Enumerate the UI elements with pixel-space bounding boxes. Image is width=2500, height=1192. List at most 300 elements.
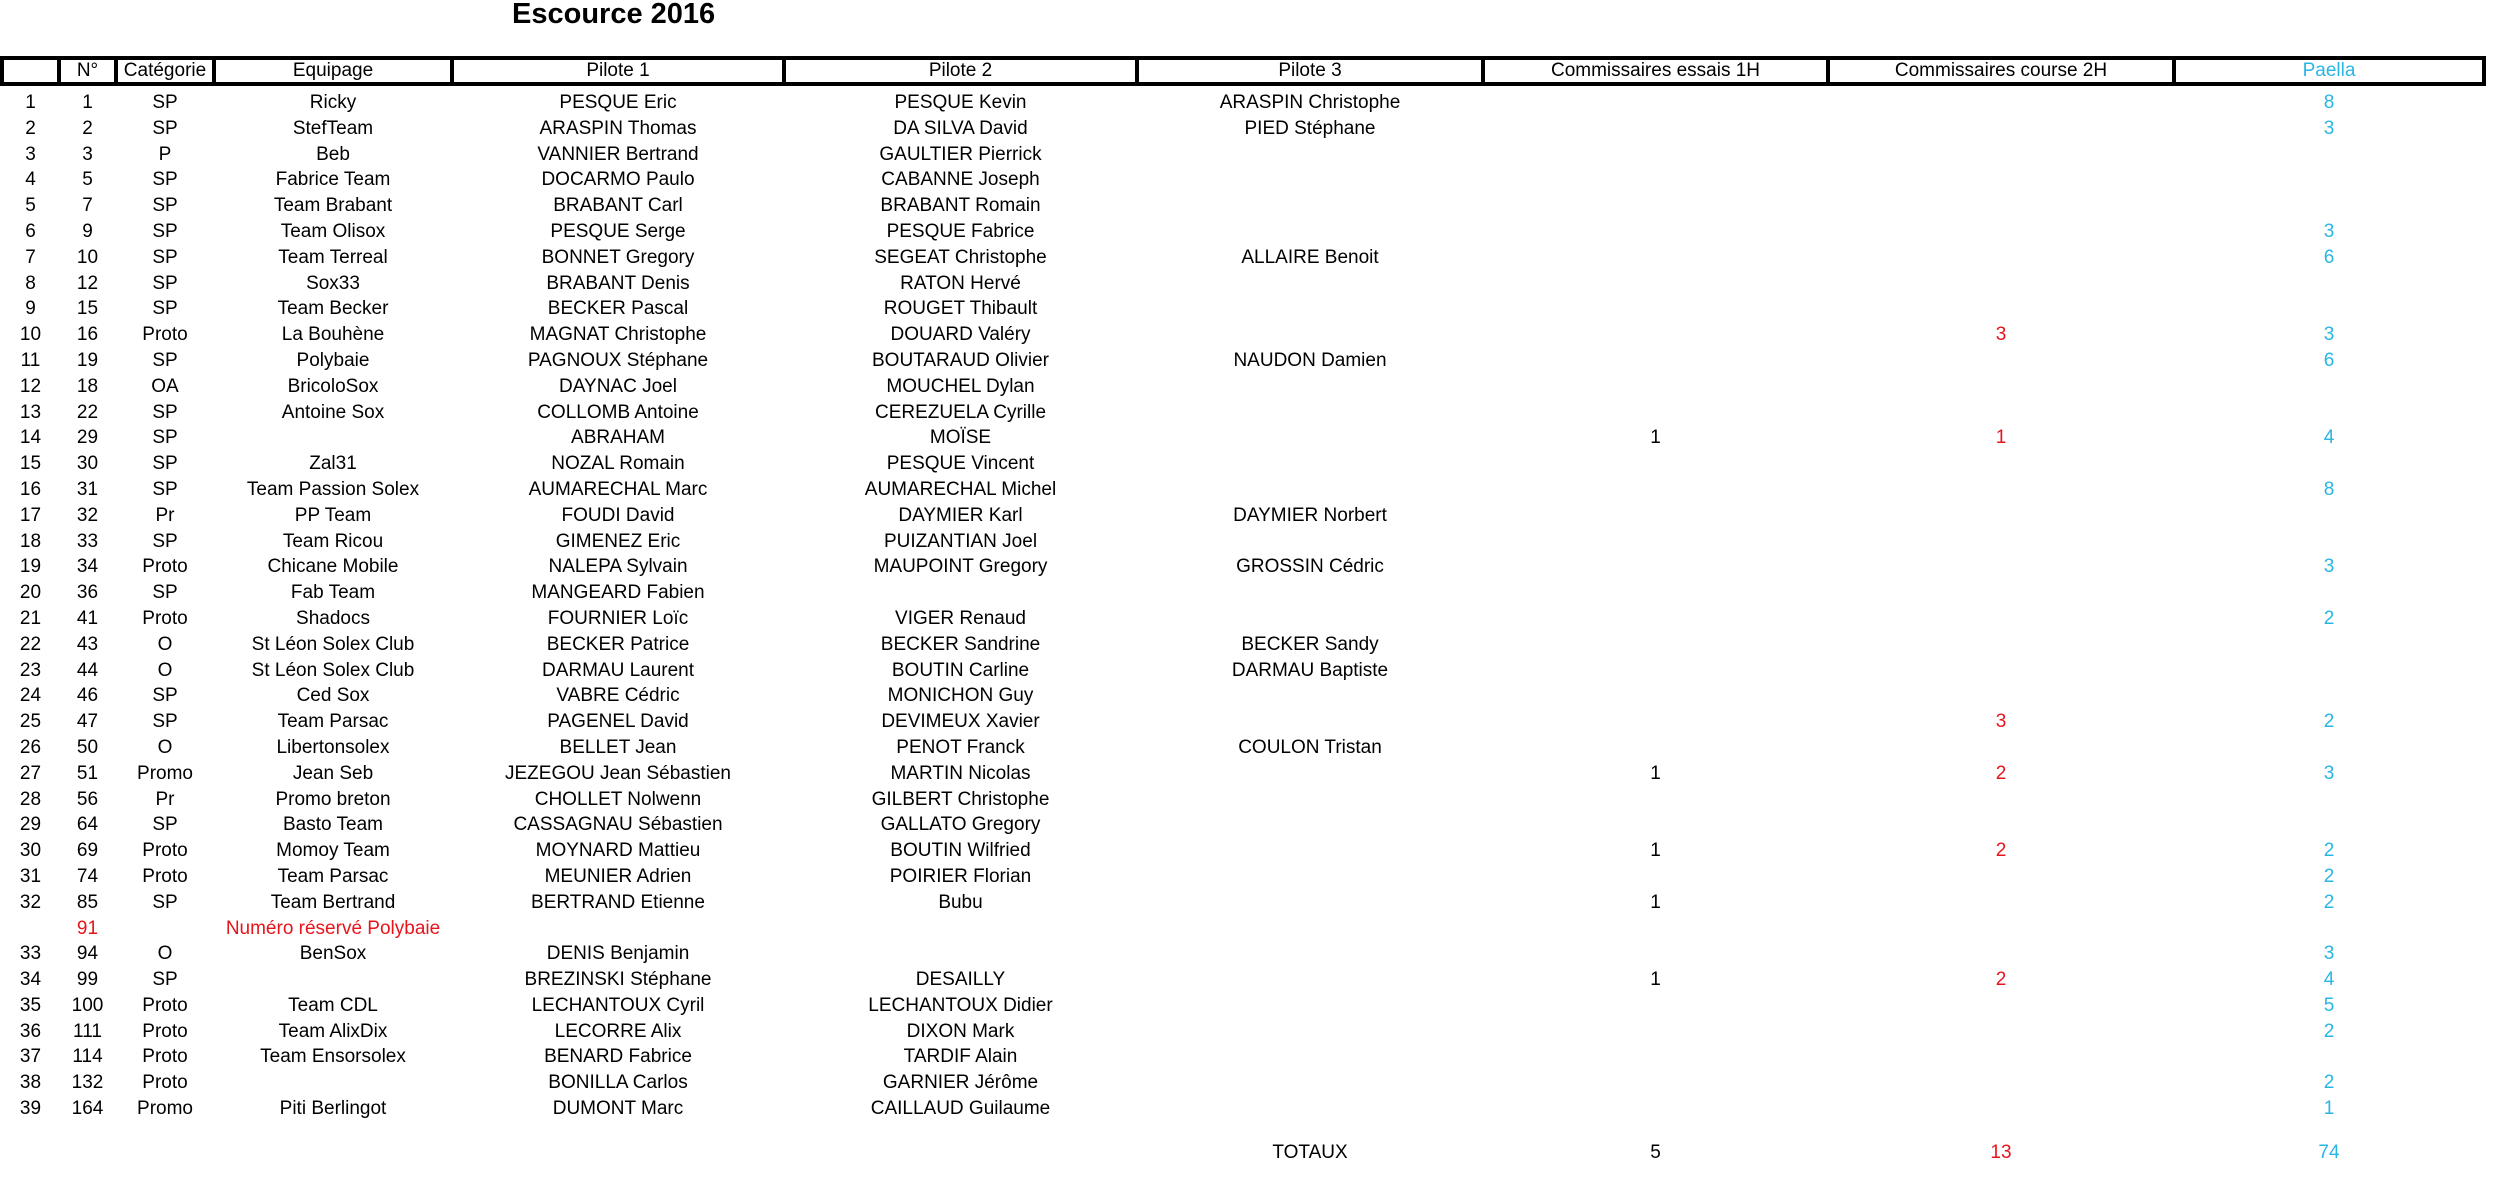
- cell-pilot-3: [1137, 219, 1483, 245]
- cell-marshals-race: 2: [1995, 969, 2007, 991]
- cell-number: 10: [76, 246, 99, 268]
- cell-team: Zal31: [309, 453, 357, 475]
- header-pilot-2: Pilote 2: [784, 58, 1137, 84]
- table-row: [2, 812, 2484, 838]
- cell-marshals-practice: [1483, 1096, 1828, 1122]
- cell-pilot-2: AUMARECHAL Michel: [864, 478, 1057, 500]
- cell-marshals-race: [1828, 916, 2174, 942]
- cell-team: Team Olisox: [280, 220, 386, 242]
- cell-paella: 4: [2323, 969, 2335, 991]
- row-index: 6: [25, 220, 36, 242]
- cell-pilot-2: BRABANT Romain: [880, 195, 1041, 217]
- cell-pilot-2: PESQUE Kevin: [894, 92, 1027, 113]
- cell-marshals-practice: [1483, 787, 1828, 813]
- cell-pilot-2: BOUTARAUD Olivier: [872, 349, 1049, 371]
- cell-team: Ricky: [309, 92, 357, 113]
- cell-category: Proto: [142, 607, 188, 629]
- cell-pilot-2: CABANNE Joseph: [881, 169, 1040, 191]
- table-body: [2, 84, 2484, 1122]
- row-index: 9: [25, 298, 36, 320]
- cell-category: O: [157, 943, 173, 965]
- header-team: Equipage: [214, 58, 452, 84]
- cell-team: Team Passion Solex: [246, 478, 420, 500]
- cell-category: [116, 916, 214, 942]
- cell-paella: 8: [2323, 478, 2335, 500]
- table-row: [2, 838, 2484, 864]
- cell-pilot-2: CEREZUELA Cyrille: [874, 401, 1047, 423]
- cell-number: 94: [76, 943, 99, 965]
- cell-marshals-practice: [1483, 503, 1828, 529]
- cell-number: 33: [76, 530, 99, 552]
- cell-pilot-1: PESQUE Eric: [559, 92, 677, 113]
- cell-pilot-2: PESQUE Vincent: [886, 453, 1035, 475]
- cell-paella: [2174, 193, 2484, 219]
- cell-pilot-1: ABRAHAM: [571, 427, 665, 449]
- cell-marshals-practice: [1483, 322, 1828, 348]
- cell-pilot-3: [1137, 993, 1483, 1019]
- cell-category: SP: [152, 220, 178, 242]
- cell-pilot-1: [452, 916, 784, 942]
- cell-pilot-1: JEZEGOU Jean Sébastien: [505, 762, 731, 784]
- row-index: [2, 916, 59, 942]
- row-index: 31: [19, 865, 42, 887]
- row-index: 20: [19, 582, 42, 604]
- cell-team: Team Ricou: [282, 530, 384, 552]
- header-number: N°: [59, 58, 116, 84]
- cell-marshals-practice: [1483, 1070, 1828, 1096]
- cell-marshals-race: [1828, 890, 2174, 916]
- cell-pilot-3: ARASPIN Christophe: [1219, 92, 1401, 113]
- cell-pilot-1: AUMARECHAL Marc: [528, 478, 708, 500]
- cell-category: SP: [152, 685, 178, 707]
- cell-paella: [2174, 374, 2484, 400]
- cell-number: 41: [76, 607, 99, 629]
- cell-pilot-3: [1137, 271, 1483, 297]
- cell-marshals-practice: [1483, 683, 1828, 709]
- row-index: 15: [19, 453, 42, 475]
- header-paella: Paella: [2174, 58, 2484, 84]
- registration-table: [0, 56, 2486, 1166]
- cell-number: 32: [76, 504, 99, 526]
- cell-team: Team Parsac: [277, 711, 389, 733]
- table-row: [2, 167, 2484, 193]
- table-row: [2, 400, 2484, 426]
- totals-label: TOTAUX: [1272, 1142, 1348, 1164]
- cell-team: [214, 425, 452, 451]
- cell-paella: [2174, 167, 2484, 193]
- cell-marshals-race: [1828, 993, 2174, 1019]
- cell-pilot-3: [1137, 374, 1483, 400]
- cell-marshals-practice: [1483, 296, 1828, 322]
- cell-category: Proto: [142, 865, 188, 887]
- table-row: [2, 116, 2484, 142]
- cell-paella: 2: [2323, 711, 2335, 733]
- cell-pilot-2: Bubu: [938, 891, 983, 913]
- cell-pilot-1: NOZAL Romain: [551, 453, 685, 475]
- cell-pilot-3: [1137, 451, 1483, 477]
- cell-team: Team Parsac: [277, 865, 389, 887]
- cell-pilot-2: CAILLAUD Guilaume: [870, 1098, 1051, 1120]
- cell-number: 36: [76, 582, 99, 604]
- cell-pilot-3: [1137, 1096, 1483, 1122]
- cell-team: [214, 1070, 452, 1096]
- cell-pilot-3: [1137, 296, 1483, 322]
- totals-paella: 74: [2318, 1142, 2340, 1164]
- cell-number: 1: [82, 92, 93, 113]
- cell-paella: [2174, 296, 2484, 322]
- cell-paella: 3: [2323, 556, 2335, 578]
- row-index: 8: [25, 272, 36, 294]
- cell-number: 64: [76, 814, 99, 836]
- cell-team: Piti Berlingot: [279, 1098, 387, 1120]
- cell-team: St Léon Solex Club: [251, 659, 415, 681]
- cell-pilot-3: [1137, 709, 1483, 735]
- cell-number: 132: [71, 1072, 104, 1094]
- cell-category: SP: [152, 349, 178, 371]
- cell-pilot-2: PENOT Franck: [896, 736, 1025, 758]
- table-row: [2, 245, 2484, 271]
- cell-pilot-1: MEUNIER Adrien: [544, 865, 692, 887]
- row-index: 17: [19, 504, 42, 526]
- cell-pilot-3: [1137, 967, 1483, 993]
- cell-category: O: [157, 633, 173, 655]
- cell-number: 29: [76, 427, 99, 449]
- cell-category: SP: [152, 711, 178, 733]
- cell-pilot-1: MOYNARD Mattieu: [535, 840, 701, 862]
- cell-marshals-race: [1828, 735, 2174, 761]
- cell-marshals-race: [1828, 167, 2174, 193]
- cell-pilot-3: [1137, 400, 1483, 426]
- cell-number: 85: [76, 891, 99, 913]
- cell-category: SP: [152, 453, 178, 475]
- cell-category: SP: [152, 478, 178, 500]
- cell-marshals-practice: [1483, 84, 1828, 116]
- row-index: 35: [19, 994, 42, 1016]
- cell-pilot-1: PAGNOUX Stéphane: [527, 349, 709, 371]
- cell-marshals-race: [1828, 812, 2174, 838]
- cell-pilot-1: ARASPIN Thomas: [539, 117, 697, 139]
- cell-marshals-race: [1828, 606, 2174, 632]
- table-row: [2, 735, 2484, 761]
- cell-pilot-3: ALLAIRE Benoit: [1241, 246, 1379, 268]
- table-row: [2, 709, 2484, 735]
- cell-marshals-race: 3: [1995, 324, 2007, 346]
- cell-number: 31: [76, 478, 99, 500]
- row-index: 26: [19, 736, 42, 758]
- cell-marshals-practice: 1: [1650, 762, 1661, 784]
- cell-pilot-1: BENARD Fabrice: [544, 1046, 692, 1068]
- row-index: 25: [19, 711, 42, 733]
- table-row: [2, 503, 2484, 529]
- cell-marshals-practice: [1483, 580, 1828, 606]
- cell-pilot-2: SEGEAT Christophe: [874, 246, 1047, 268]
- cell-paella: [2174, 142, 2484, 168]
- cell-team: Team Becker: [277, 298, 389, 320]
- cell-paella: [2174, 271, 2484, 297]
- row-index: 1: [25, 92, 36, 113]
- cell-team: BenSox: [299, 943, 367, 965]
- cell-category: SP: [152, 298, 178, 320]
- cell-category: SP: [152, 427, 178, 449]
- cell-pilot-2: DAYMIER Karl: [898, 504, 1023, 526]
- cell-marshals-race: 2: [1995, 762, 2007, 784]
- cell-marshals-race: [1828, 1019, 2174, 1045]
- header-category: Catégorie: [116, 58, 214, 84]
- cell-marshals-practice: [1483, 167, 1828, 193]
- cell-pilot-1: PESQUE Serge: [550, 220, 686, 242]
- table-row: [2, 916, 2484, 942]
- cell-number: 47: [76, 711, 99, 733]
- cell-number: 74: [76, 865, 99, 887]
- cell-marshals-practice: 1: [1650, 427, 1661, 449]
- cell-marshals-race: [1828, 1070, 2174, 1096]
- cell-number: 7: [82, 195, 93, 217]
- cell-pilot-1: CASSAGNAU Sébastien: [513, 814, 723, 836]
- cell-category: Promo: [137, 762, 193, 784]
- table-row: [2, 193, 2484, 219]
- cell-pilot-2: ROUGET Thibault: [883, 298, 1038, 320]
- cell-pilot-3: [1137, 167, 1483, 193]
- cell-number: 50: [76, 736, 99, 758]
- table-row: [2, 632, 2484, 658]
- cell-pilot-3: [1137, 477, 1483, 503]
- cell-marshals-race: [1828, 374, 2174, 400]
- cell-paella: [2174, 632, 2484, 658]
- row-index: 27: [19, 762, 42, 784]
- cell-marshals-race: [1828, 787, 2174, 813]
- row-index: 2: [25, 117, 36, 139]
- cell-category: SP: [152, 92, 178, 113]
- header-blank: [2, 58, 59, 84]
- cell-paella: [2174, 451, 2484, 477]
- cell-pilot-1: FOUDI David: [561, 504, 675, 526]
- cell-marshals-practice: [1483, 529, 1828, 555]
- row-index: 38: [19, 1072, 42, 1094]
- cell-team: Team Bertrand: [270, 891, 396, 913]
- cell-number: 46: [76, 685, 99, 707]
- table-row: [2, 296, 2484, 322]
- cell-team: Fab Team: [290, 582, 376, 604]
- cell-number: 51: [76, 762, 99, 784]
- cell-pilot-2: DESAILLY: [915, 969, 1006, 991]
- cell-marshals-race: [1828, 1044, 2174, 1070]
- cell-number: 22: [76, 401, 99, 423]
- row-index: 30: [19, 840, 42, 862]
- cell-marshals-race: [1828, 116, 2174, 142]
- table-row: [2, 890, 2484, 916]
- cell-marshals-race: [1828, 193, 2174, 219]
- cell-team: St Léon Solex Club: [251, 633, 415, 655]
- cell-marshals-race: 1: [1995, 427, 2007, 449]
- table-row: [2, 993, 2484, 1019]
- totals-marshals-practice: 5: [1650, 1142, 1661, 1164]
- table-row: [2, 1044, 2484, 1070]
- table-row: [2, 451, 2484, 477]
- cell-paella: 3: [2323, 762, 2335, 784]
- table-row: [2, 1019, 2484, 1045]
- cell-marshals-race: [1828, 580, 2174, 606]
- cell-number: 114: [72, 1046, 103, 1068]
- cell-marshals-race: [1828, 632, 2174, 658]
- row-index: 22: [19, 633, 42, 655]
- cell-category: SP: [152, 117, 178, 139]
- cell-paella: [2174, 503, 2484, 529]
- cell-category: Proto: [142, 840, 188, 862]
- cell-pilot-2: MONICHON Guy: [887, 685, 1034, 707]
- table-row: [2, 658, 2484, 684]
- cell-marshals-race: [1828, 84, 2174, 116]
- table-row: [2, 348, 2484, 374]
- row-index: 7: [25, 246, 36, 268]
- cell-pilot-2: DOUARD Valéry: [890, 324, 1031, 346]
- cell-marshals-practice: [1483, 709, 1828, 735]
- table-row: [2, 1096, 2484, 1122]
- totals-marshals-race: 13: [1990, 1142, 2012, 1164]
- cell-marshals-race: [1828, 219, 2174, 245]
- cell-number: 16: [76, 324, 99, 346]
- cell-number: 69: [76, 840, 99, 862]
- row-index: 32: [19, 891, 42, 913]
- cell-marshals-race: [1828, 554, 2174, 580]
- cell-category: Proto: [142, 1072, 188, 1094]
- table-row: [2, 787, 2484, 813]
- cell-paella: 3: [2323, 117, 2335, 139]
- cell-marshals-practice: [1483, 632, 1828, 658]
- cell-pilot-3: [1137, 1070, 1483, 1096]
- cell-marshals-practice: [1483, 245, 1828, 271]
- cell-pilot-1: DENIS Benjamin: [546, 943, 690, 965]
- cell-team: Numéro réservé Polybaie: [225, 917, 441, 939]
- table-row: [2, 554, 2484, 580]
- cell-number: 99: [76, 969, 99, 991]
- cell-pilot-3: [1137, 812, 1483, 838]
- cell-pilot-2: TARDIF Alain: [903, 1046, 1018, 1068]
- cell-pilot-2: MOÏSE: [929, 427, 992, 449]
- row-index: 18: [19, 530, 42, 552]
- table-row: [2, 1070, 2484, 1096]
- cell-paella: [2174, 580, 2484, 606]
- cell-pilot-1: LECHANTOUX Cyril: [531, 994, 705, 1016]
- cell-pilot-2: BOUTIN Carline: [891, 659, 1030, 681]
- cell-pilot-3: DAYMIER Norbert: [1233, 504, 1387, 526]
- cell-marshals-race: [1828, 658, 2174, 684]
- cell-pilot-2: GARNIER Jérôme: [882, 1072, 1039, 1094]
- cell-marshals-race: 3: [1995, 711, 2007, 733]
- cell-pilot-1: MAGNAT Christophe: [529, 324, 707, 346]
- cell-pilot-2: BECKER Sandrine: [880, 633, 1041, 655]
- cell-paella: 6: [2323, 349, 2335, 371]
- header-marshals-practice: Commissaires essais 1H: [1483, 58, 1828, 84]
- cell-team: Beb: [316, 143, 350, 165]
- cell-marshals-practice: [1483, 1044, 1828, 1070]
- cell-pilot-1: BELLET Jean: [559, 736, 677, 758]
- cell-number: 30: [76, 453, 99, 475]
- cell-marshals-practice: [1483, 271, 1828, 297]
- row-index: 36: [19, 1020, 42, 1042]
- cell-marshals-practice: [1483, 864, 1828, 890]
- cell-team: Libertonsolex: [276, 736, 390, 758]
- row-index: 14: [19, 427, 42, 449]
- cell-pilot-3: [1137, 864, 1483, 890]
- table-header: [2, 58, 2484, 84]
- cell-number: 3: [82, 143, 93, 165]
- cell-marshals-practice: 1: [1650, 840, 1661, 862]
- cell-pilot-1: BECKER Patrice: [546, 633, 690, 655]
- cell-team: Team Terreal: [278, 246, 388, 268]
- cell-pilot-1: BRABANT Carl: [553, 195, 683, 217]
- row-index: 28: [19, 788, 42, 810]
- cell-pilot-2: [784, 916, 1137, 942]
- cell-team: Team CDL: [288, 994, 378, 1016]
- cell-marshals-practice: [1483, 451, 1828, 477]
- cell-number: 5: [82, 169, 93, 191]
- cell-marshals-practice: [1483, 993, 1828, 1019]
- cell-marshals-practice: [1483, 606, 1828, 632]
- cell-pilot-2: DEVIMEUX Xavier: [881, 711, 1040, 733]
- cell-category: SP: [152, 530, 178, 552]
- cell-marshals-practice: [1483, 941, 1828, 967]
- table-row: [2, 142, 2484, 168]
- cell-paella: [2174, 529, 2484, 555]
- cell-pilot-2: RATON Hervé: [900, 272, 1021, 294]
- cell-marshals-race: [1828, 529, 2174, 555]
- cell-marshals-practice: [1483, 1019, 1828, 1045]
- cell-pilot-3: COULON Tristan: [1238, 736, 1382, 758]
- cell-pilot-2: DIXON Mark: [906, 1020, 1015, 1042]
- cell-number: 111: [73, 1020, 102, 1042]
- cell-paella: 1: [2323, 1098, 2335, 1120]
- cell-pilot-3: PIED Stéphane: [1244, 117, 1376, 139]
- cell-pilot-3: [1137, 322, 1483, 348]
- cell-pilot-3: [1137, 142, 1483, 168]
- cell-paella: [2174, 735, 2484, 761]
- cell-pilot-1: BONILLA Carlos: [548, 1072, 688, 1094]
- cell-marshals-race: [1828, 142, 2174, 168]
- cell-team: Team Ensorsolex: [260, 1046, 406, 1068]
- cell-pilot-1: CHOLLET Nolwenn: [534, 788, 702, 810]
- cell-team: Antoine Sox: [281, 401, 385, 423]
- cell-marshals-race: [1828, 271, 2174, 297]
- cell-pilot-1: VABRE Cédric: [556, 685, 680, 707]
- cell-team: Team AlixDix: [278, 1020, 388, 1042]
- cell-number: 164: [71, 1098, 104, 1120]
- cell-pilot-3: [1137, 890, 1483, 916]
- table-row: [2, 84, 2484, 116]
- cell-marshals-race: [1828, 296, 2174, 322]
- row-index: 11: [20, 349, 41, 371]
- cell-marshals-race: 2: [1995, 840, 2007, 862]
- cell-category: SP: [152, 891, 178, 913]
- row-index: 24: [19, 685, 42, 707]
- cell-paella: 4: [2323, 427, 2335, 449]
- cell-team: PP Team: [294, 504, 372, 526]
- table-row: [2, 606, 2484, 632]
- row-index: 16: [19, 478, 42, 500]
- cell-category: Proto: [142, 324, 188, 346]
- cell-marshals-practice: 1: [1650, 969, 1661, 991]
- cell-pilot-3: [1137, 838, 1483, 864]
- cell-number: 56: [76, 788, 99, 810]
- table-row: [2, 219, 2484, 245]
- cell-number: 19: [76, 349, 99, 371]
- cell-pilot-3: BECKER Sandy: [1241, 633, 1379, 655]
- table-row: [2, 761, 2484, 787]
- cell-marshals-practice: 1: [1650, 891, 1661, 913]
- cell-category: Pr: [155, 504, 175, 526]
- cell-pilot-3: NAUDON Damien: [1233, 349, 1387, 371]
- cell-number: 12: [76, 272, 99, 294]
- row-index: 12: [19, 375, 42, 397]
